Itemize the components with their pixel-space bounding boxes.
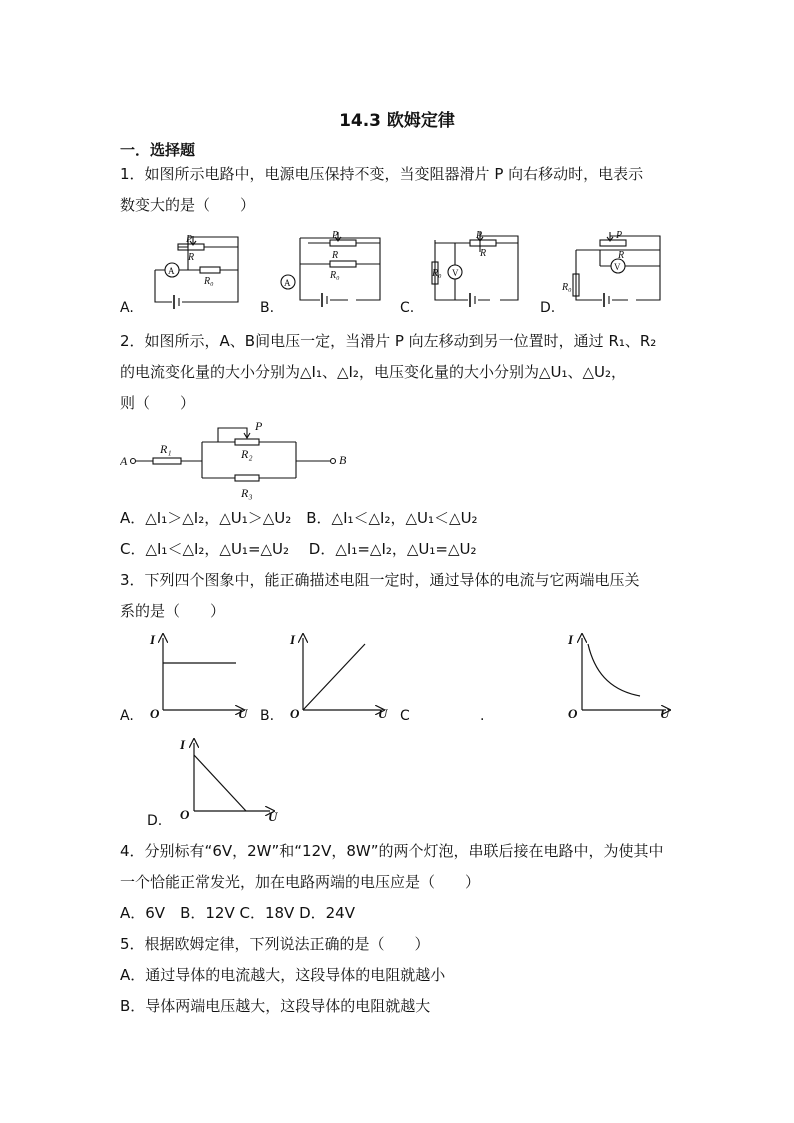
q3-option-a: A. [120, 708, 134, 724]
q2-label-r2: R₂ [241, 447, 253, 461]
q3-option-b: B. [260, 708, 275, 724]
section-heading: 一．选择题 [120, 141, 196, 159]
q2-terminal-a: A [120, 454, 128, 468]
q1-circuit-b [300, 232, 380, 307]
q2-label-p: P [255, 419, 263, 433]
q3-graph-c [582, 638, 666, 710]
q3-text-line2: 系的是（ ） [120, 602, 226, 620]
q3-graphs-row [140, 630, 680, 730]
q1-circuit-c [432, 232, 518, 307]
q1b-label-p: P [332, 230, 339, 241]
q4-text-line2: 一个恰能正常发光，加在电路两端的电压应是（ ） [120, 873, 481, 891]
q1b-ammeter-label: A [284, 278, 291, 288]
q1d-label-p: P [616, 230, 623, 241]
q1a-label-r0: R₀ [204, 276, 214, 287]
q1-option-b: B. [260, 300, 275, 316]
q1a-label-p: P [186, 234, 193, 245]
page-title: 14.3 欧姆定律 [339, 111, 455, 131]
q1b-label-r0: R₀ [330, 270, 340, 281]
q2-options-cd: C．△I₁＜△I₂，△U₁=△U₂ D．△I₁=△I₂，△U₁=△U₂ [120, 540, 477, 558]
q3b-axis-i: I [290, 632, 296, 647]
q4-text-line1: 4．分别标有“6V，2W”和“12V，8W”的两个灯泡，串联后接在电路中，为使其中 [120, 842, 664, 860]
q1c-label-p: P [476, 230, 483, 241]
q2-text-line3: 则（ ） [120, 394, 196, 412]
q3c-axis-u: U [660, 706, 670, 721]
q3-graph-d [170, 735, 290, 835]
q1-text-line2: 数变大的是（ ） [120, 196, 256, 214]
q3b-axis-u: U [378, 706, 388, 721]
q3-option-d: D. [147, 813, 163, 829]
q1-option-c: C. [400, 300, 415, 316]
q5-option-b: B．导体两端电压越大，这段导体的电阻就越大 [120, 997, 431, 1015]
q3-text-line1: 3．下列四个图象中，能正确描述电阻一定时，通过导体的电流与它两端电压关 [120, 571, 640, 589]
q1c-label-r: R [480, 248, 487, 259]
q1c-voltmeter-label: V [452, 268, 459, 278]
q2-terminal-b: B [339, 453, 347, 467]
q3a-origin: O [150, 706, 160, 721]
q3-graph-b [303, 638, 380, 710]
q2-options-ab: A．△I₁＞△I₂，△U₁＞△U₂ B．△I₁＜△I₂，△U₁＜△U₂ [120, 509, 478, 527]
q1d-label-r0: R₀ [562, 282, 572, 293]
q3-graph-a [163, 638, 240, 710]
q2-label-r1: R₁ [160, 442, 172, 456]
q1-option-d: D. [540, 300, 556, 316]
q2-label-r3: R₃ [241, 486, 253, 500]
q1d-voltmeter-label: V [614, 262, 621, 272]
q2-text-line2: 的电流变化量的大小分别为△I₁、△I₂，电压变化量的大小分别为△U₁、△U₂， [120, 363, 627, 381]
q3c-origin: O [568, 706, 578, 721]
q5-text-line1: 5．根据欧姆定律，下列说法正确的是（ ） [120, 935, 430, 953]
q1a-ammeter-label: A [168, 266, 175, 276]
q1b-label-r: R [332, 250, 339, 261]
q3d-axis-i: I [180, 737, 186, 752]
q1c-label-r0: R₀ [432, 268, 442, 279]
q3d-axis-u: U [268, 809, 278, 824]
q3b-origin: O [290, 706, 300, 721]
q2-text-line1: 2．如图所示，A、B间电压一定，当滑片 P 向左移动到另一位置时，通过 R₁、R₂ [120, 332, 657, 350]
q3c-axis-i: I [568, 632, 574, 647]
q3-option-c-dot: . [480, 708, 485, 724]
q3a-axis-u-label: U [238, 706, 248, 721]
q3-option-c: C [400, 708, 410, 724]
q4-options: A．6V B．12V C．18V D．24V [120, 904, 355, 922]
q2-circuit-diagram [120, 418, 360, 504]
q1-option-a: A. [120, 300, 134, 316]
q1-text-line1: 1．如图所示电路中，电源电压保持不变，当变阻器滑片 P 向右移动时，电表示 [120, 165, 644, 183]
q5-option-a: A．通过导体的电流越大，这段导体的电阻就越小 [120, 966, 446, 984]
q3d-origin: O [180, 807, 190, 822]
q1a-label-r: R [188, 252, 195, 263]
q1d-label-r: R [618, 250, 625, 261]
q3a-axis-i: I [150, 632, 156, 647]
